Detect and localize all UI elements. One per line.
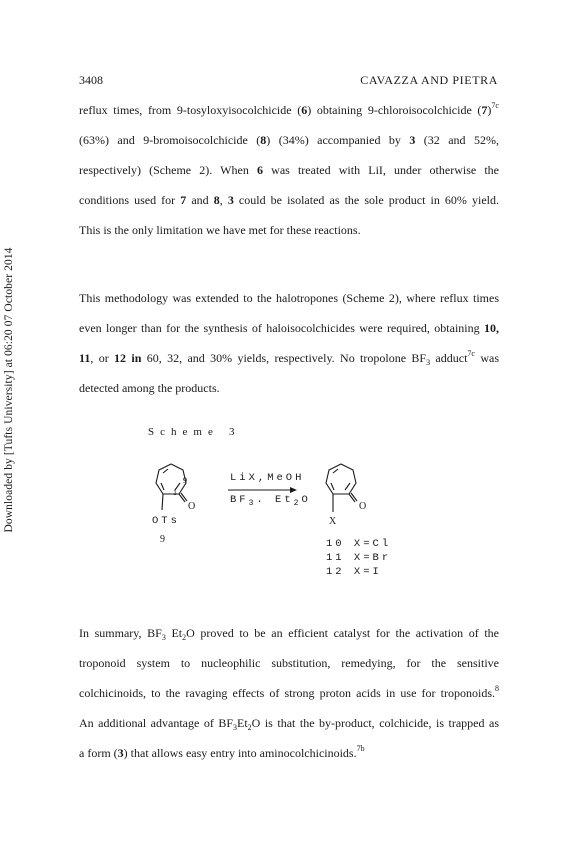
product-list-item: 10 X=Cl — [326, 538, 392, 550]
text-line: 11, or 12 in 60, 32, and 30% yields, respectively. No tropolone $BF_3$ adduct$^{7c}$ was — [79, 349, 499, 367]
text-line: a form (3) that allows easy entry into aminocolchicinoids.$^{7b}$ — [79, 744, 365, 760]
text-line: conditions used for 7 and 8, 3 could be isolated as the sole product in 60% yield. — [79, 193, 499, 207]
text-line: colchicinoids, to the ravaging effects of strong proton acids in use for troponoids.$^8$ — [79, 684, 499, 700]
download-watermark — [3, 180, 15, 600]
running-header: CAVAZZA AND PIETRA — [360, 73, 498, 87]
text-line: reflux times, from 9-tosyloxyisocolchicide (6) obtaining 9-chloroisocolchicide $(7)^{7c}$ — [79, 101, 499, 117]
text-line: This methodology was extended to the halotropones (Scheme 2), where reflux times — [79, 291, 499, 305]
product-x-substituent: X — [329, 516, 337, 527]
reagent-conditions-bottom: $BF_3$. $Et_2O$ — [230, 494, 311, 508]
scheme-3 — [130, 450, 420, 590]
product-list-item: 11 X=Br — [326, 552, 392, 564]
citation-ref: 8 — [495, 684, 499, 693]
citation-ref: 7b — [356, 744, 365, 753]
reagent-conditions-top: LiX,MeOH — [230, 472, 305, 484]
product-list-item: 12 X=I — [326, 566, 382, 578]
reactant-ring — [156, 464, 186, 494]
text-line: In summary, $BF_3$ $Et_2O$ proved to be an efficient catalyst for the activation of the — [79, 626, 499, 642]
product-ring — [326, 464, 356, 494]
citation-ref: 7c — [467, 349, 475, 358]
position-label: 1 — [173, 488, 177, 497]
download-watermark-text: Downloaded by [Tufts University] at 06:20 07 October 2014 — [3, 247, 15, 533]
citation-ref: 7c — [491, 101, 499, 110]
page-number: 3408 — [79, 73, 103, 87]
position-label: 9 — [183, 476, 187, 485]
scheme-number: 3 — [229, 426, 235, 438]
paragraph-3 — [79, 618, 499, 768]
reactant-ots-group: OTs — [152, 515, 180, 527]
reactant-compound-number: 9 — [160, 534, 165, 545]
text-line: This is the only limitation we have met for these reactions. — [79, 223, 361, 237]
reactant-oxygen: O — [188, 501, 196, 512]
text-line: respectively) (Scheme 2). When 6 was treated with LiI, under otherwise the — [79, 163, 499, 177]
text-line: even longer than for the synthesis of haloisocolchicides were required, obtaining 10, — [79, 321, 499, 335]
text-line: troponoid system to nucleophilic substitution, remedying, for the sensitive — [79, 656, 499, 670]
paragraph-2 — [79, 283, 499, 403]
scheme-label: Scheme — [148, 426, 219, 438]
product-oxygen: O — [359, 501, 367, 512]
text-line: (63%) and 9-bromoisocolchicide (8) (34%) accompanied by 3 (32 and 52%, — [79, 133, 499, 147]
text-line: detected among the products. — [79, 381, 220, 395]
arrow-head — [290, 487, 297, 493]
paragraph-1 — [79, 95, 499, 245]
text-line: An additional advantage of $BF_3Et_2O$ is that the by-product, colchicide, is trapped as — [79, 716, 499, 732]
